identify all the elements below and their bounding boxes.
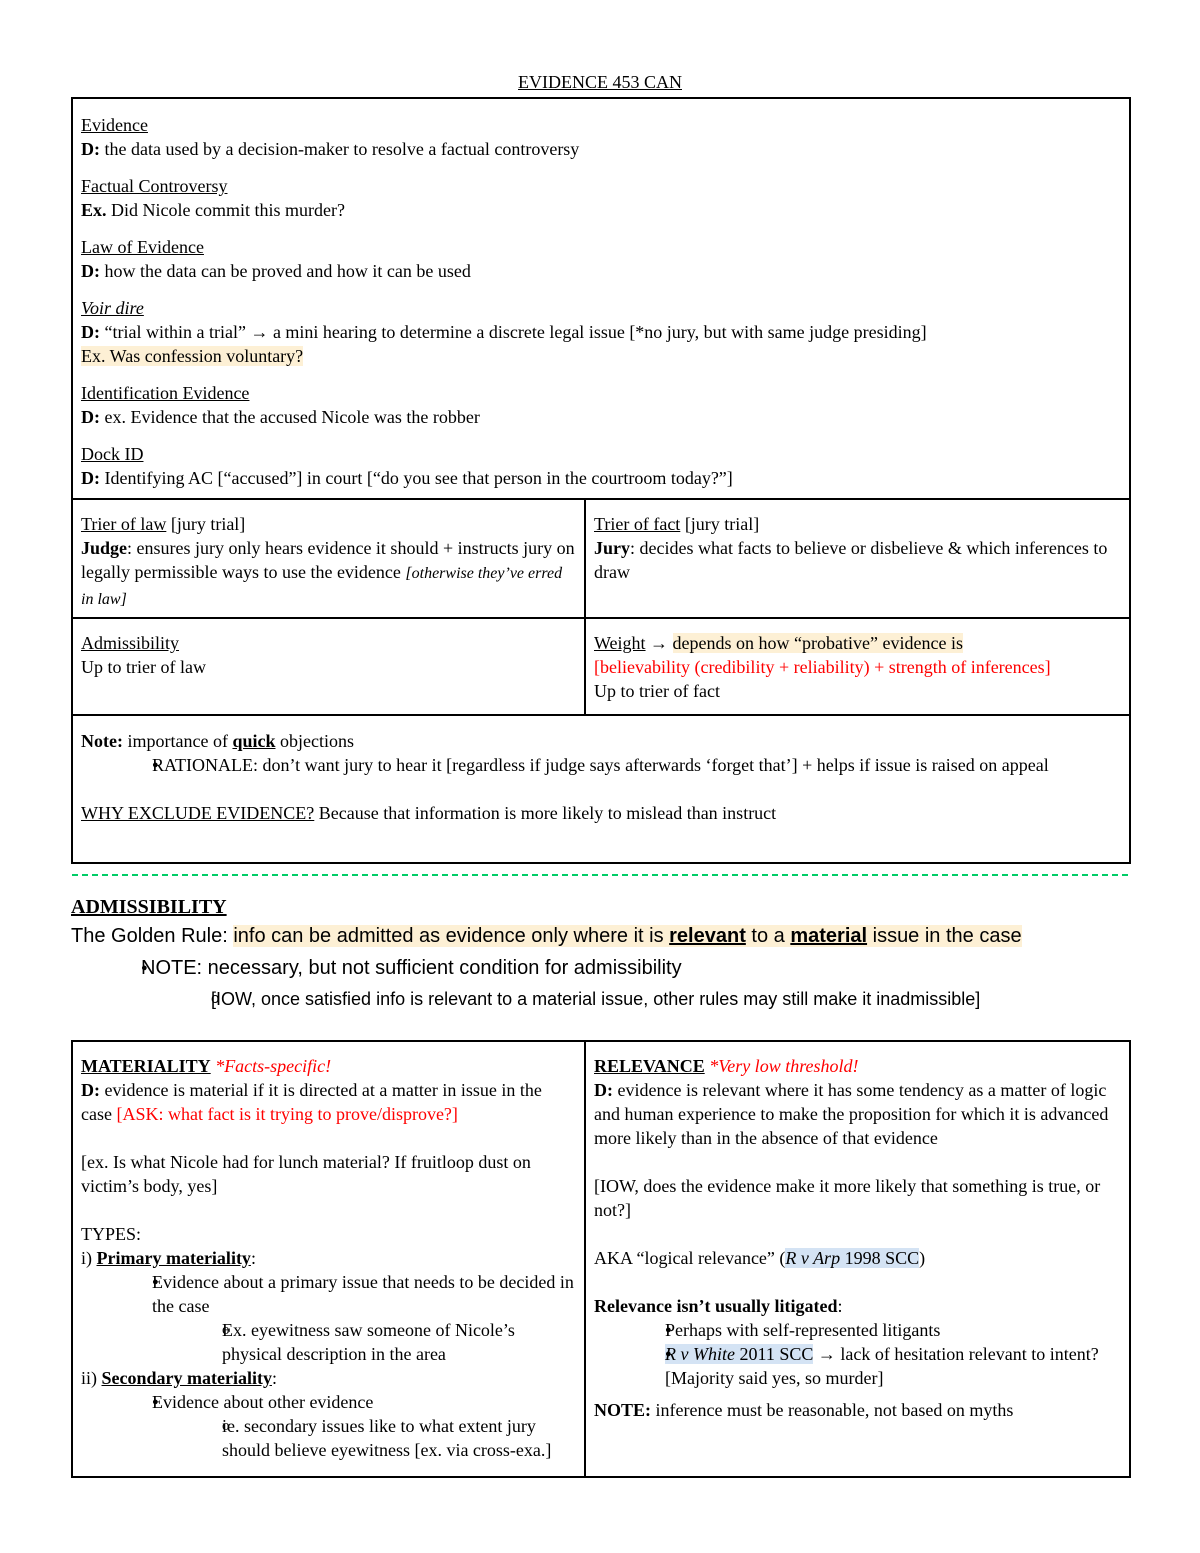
golden-rule-text bbox=[233, 925, 1021, 947]
golden-rule-material: material bbox=[790, 925, 868, 947]
weight-arrow: → bbox=[645, 633, 673, 653]
secondary-list bbox=[81, 1390, 576, 1462]
trier-of-fact-cell bbox=[585, 499, 1130, 618]
materiality-ask: [ASK: what fact is it trying to prove/disprove?] bbox=[116, 1104, 458, 1124]
primary-list bbox=[81, 1270, 576, 1366]
primary-description: Evidence about a primary issue that needs to be decided in the case bbox=[152, 1272, 574, 1316]
materiality-tag: *Facts-specific! bbox=[210, 1056, 332, 1076]
weight-criteria: [believability (credibility + reliability) + strength of inferences] bbox=[594, 657, 1051, 677]
list-item bbox=[594, 1342, 1121, 1390]
def-prefix: D: bbox=[81, 139, 100, 159]
why-exclude-heading: WHY EXCLUDE EVIDENCE? bbox=[81, 803, 315, 823]
def-prefix: Ex. bbox=[81, 200, 107, 220]
weight-highlight: depends on how “probative” evidence is bbox=[672, 633, 963, 653]
jury-label: Jury bbox=[594, 538, 630, 558]
term-factual-controversy: Factual Controversy bbox=[81, 176, 228, 196]
self-represented-text: Perhaps with self-represented litigants bbox=[665, 1320, 941, 1340]
admissibility-text: Up to trier of law bbox=[81, 657, 206, 677]
def-factual: Did Nicole commit this murder? bbox=[106, 200, 345, 220]
trier-of-law-cell bbox=[72, 499, 585, 618]
def-evidence: the data used by a decision-maker to resolve a factual controversy bbox=[100, 139, 580, 159]
secondary-number: ii) bbox=[81, 1368, 102, 1388]
weight-text: Up to trier of fact bbox=[594, 681, 720, 701]
why-exclude-text: Because that information is more likely to mislead than instruct bbox=[314, 803, 777, 823]
primary-materiality-term: Primary materiality bbox=[96, 1248, 251, 1268]
litigated-heading: Relevance isn’t usually litigated bbox=[594, 1296, 838, 1316]
materiality-cell: MATERIALITY *Facts-specific! D: evidence is material if it is directed at a matter in issue in the case [ASK: what fact is it trying to prove/disprove?] [ex. Is what Nicole had for lunch material? If fruitloop dust on victim’s body, yes] TYPES: i) Primary materiality: ● Evidence about a primary issue that needs to be decided in the case o Ex. eyewitness saw someone of Nicole’s physical description in the area ii) Secondary materiality: ● Evidence about other evidence o ie. secondary issues like to what extent jury should believe eyewitness [ex. via cross-exa.] bbox=[72, 1041, 585, 1477]
trier-of-law-suffix: [jury trial] bbox=[166, 514, 246, 534]
white-cite: 2011 SCC bbox=[734, 1344, 814, 1364]
arp-case-name: R v Arp bbox=[785, 1248, 841, 1268]
golden-rule-part: issue in the case bbox=[867, 925, 1022, 947]
secondary-example: ie. secondary issues like to what extent jury should believe eyewitness [ex. via cross-exa.] bbox=[222, 1416, 552, 1460]
primary-example: Ex. eyewitness saw someone of Nicole’s physical description in the area bbox=[222, 1320, 515, 1364]
relevance-iow: [IOW, does the evidence make it more likely that something is true, or not?] bbox=[594, 1176, 1101, 1220]
white-text: → lack of hesitation relevant to intent? [Majority said yes, so murder] bbox=[665, 1344, 1099, 1388]
def-voir-dire: “trial within a trial” → a mini hearing to determine a discrete legal issue [*no jury, but with same judge presiding] bbox=[100, 322, 927, 342]
term-law-of-evidence: Law of Evidence bbox=[81, 237, 204, 257]
def-prefix: D: bbox=[81, 468, 100, 488]
def-prefix: D: bbox=[81, 261, 100, 281]
golden-rule-relevant: relevant bbox=[669, 925, 746, 947]
trier-of-fact-text: : decides what facts to believe or disbelieve & which inferences to draw bbox=[594, 538, 1108, 582]
list-item bbox=[81, 1390, 576, 1414]
note-label: NOTE: bbox=[594, 1400, 652, 1420]
rationale-text: RATIONALE: don’t want jury to hear it [regardless if judge says afterwards ‘forget that’] + helps if issue is raised on appeal bbox=[152, 755, 1049, 775]
materiality-relevance-table bbox=[71, 1040, 1131, 1478]
trier-of-law-note: [otherwise they’ve erred in law] bbox=[81, 565, 563, 608]
list-item bbox=[594, 1318, 1121, 1342]
white-case-name: R v White bbox=[665, 1344, 735, 1364]
term-evidence: Evidence bbox=[81, 115, 148, 135]
document-title: EVIDENCE 453 CAN bbox=[518, 72, 682, 92]
admissibility-term: Admissibility bbox=[81, 633, 180, 653]
golden-rule-sub: [IOW, once satisfied info is relevant to a material issue, other rules may still make it inadmissible] bbox=[211, 989, 981, 1009]
voir-dire-example: Ex. Was confession voluntary? bbox=[81, 346, 304, 366]
secondary-description: Evidence about other evidence bbox=[152, 1392, 374, 1412]
note-list bbox=[81, 753, 1121, 777]
golden-rule-part: info can be admitted as evidence only where it is bbox=[233, 925, 670, 947]
golden-rule-label: The Golden Rule: bbox=[71, 925, 234, 947]
term-dock-id: Dock ID bbox=[81, 444, 144, 464]
aka-end: ) bbox=[919, 1248, 926, 1268]
trier-of-law-text: : ensures jury only hears evidence it should + instructs jury on legally permissible ways to use the evidence bbox=[81, 538, 575, 582]
list-item bbox=[81, 753, 1121, 777]
weight-cell bbox=[585, 618, 1130, 715]
list-item bbox=[71, 952, 1161, 984]
arp-cite: 1998 SCC bbox=[840, 1248, 920, 1268]
definitions-cell bbox=[72, 98, 1130, 499]
materiality-example: [ex. Is what Nicole had for lunch material? If fruitloop dust on victim’s body, yes] bbox=[81, 1152, 531, 1196]
term-voir-dire: Voir dire bbox=[81, 298, 144, 318]
list-item bbox=[71, 984, 1161, 1014]
def-identification: ex. Evidence that the accused Nicole was the robber bbox=[100, 407, 480, 427]
judge-label: Judge bbox=[81, 538, 128, 558]
def-prefix: D: bbox=[594, 1080, 613, 1100]
weight-term: Weight bbox=[594, 633, 646, 653]
note-pre: importance of bbox=[122, 731, 233, 751]
def-prefix: D: bbox=[81, 407, 100, 427]
trier-of-law-term: Trier of law bbox=[81, 514, 167, 534]
section-divider bbox=[72, 874, 1128, 876]
admissibility-heading: ADMISSIBILITY bbox=[71, 896, 227, 918]
trier-of-fact-suffix: [jury trial] bbox=[680, 514, 760, 534]
relevance-cell: RELEVANCE *Very low threshold! D: evidence is relevant where it has some tendency as a matter of logic and human experience to make the proposition for which it is advanced more likely than in the absence of that evidence [IOW, does the evidence make it more likely that something is true, or not?] AKA “logical relevance” (R v Arp 1998 SCC) Relevance isn’t usually litigated: ● Perhaps with self-represented litigants ● R v White 2011 SCC → lack of hesitation relevant to intent? [Majority said yes, so murder] NOTE: inference must be reasonable, not based on myths bbox=[585, 1041, 1130, 1477]
definitions-table bbox=[71, 97, 1131, 864]
relevance-heading: RELEVANCE bbox=[594, 1056, 705, 1076]
note-label: Note: bbox=[81, 731, 123, 751]
list-item bbox=[81, 1414, 576, 1462]
def-dock-id: Identifying AC [“accused”] in court [“do you see that person in the courtroom today?”] bbox=[100, 468, 733, 488]
primary-number: i) bbox=[81, 1248, 97, 1268]
relevance-note: inference must be reasonable, not based on myths bbox=[651, 1400, 1014, 1420]
trier-of-fact-term: Trier of fact bbox=[594, 514, 681, 534]
golden-rule-note: NOTE: necessary, but not sufficient condition for admissibility bbox=[141, 957, 682, 979]
golden-rule-notes bbox=[71, 952, 1161, 1014]
term-identification-evidence: Identification Evidence bbox=[81, 383, 250, 403]
relevance-tag: *Very low threshold! bbox=[704, 1056, 859, 1076]
admissibility-section bbox=[71, 894, 1161, 1014]
list-item bbox=[81, 1318, 576, 1366]
note-post: objections bbox=[275, 731, 354, 751]
materiality-definition: evidence is material if it is directed at a matter in issue in the case bbox=[81, 1080, 542, 1124]
def-prefix: D: bbox=[81, 1080, 100, 1100]
def-prefix: D: bbox=[81, 322, 100, 342]
relevance-definition: evidence is relevant where it has some tendency as a matter of logic and human experience to make the proposition for which it is advanced more likely than in the absence of that evidence bbox=[594, 1080, 1109, 1148]
golden-rule-part: to a bbox=[745, 925, 791, 947]
list-item bbox=[81, 1270, 576, 1318]
aka-text: AKA “logical relevance” ( bbox=[594, 1248, 786, 1268]
types-label: TYPES: bbox=[81, 1224, 142, 1244]
note-cell bbox=[72, 715, 1130, 863]
arp-citation bbox=[785, 1248, 919, 1268]
white-citation bbox=[665, 1344, 813, 1364]
secondary-materiality-term: Secondary materiality bbox=[101, 1368, 272, 1388]
def-law: how the data can be proved and how it can be used bbox=[100, 261, 471, 281]
note-emphasis: quick bbox=[232, 731, 276, 751]
litigated-list bbox=[594, 1318, 1121, 1390]
materiality-heading: MATERIALITY bbox=[81, 1056, 211, 1076]
admissibility-cell bbox=[72, 618, 585, 715]
